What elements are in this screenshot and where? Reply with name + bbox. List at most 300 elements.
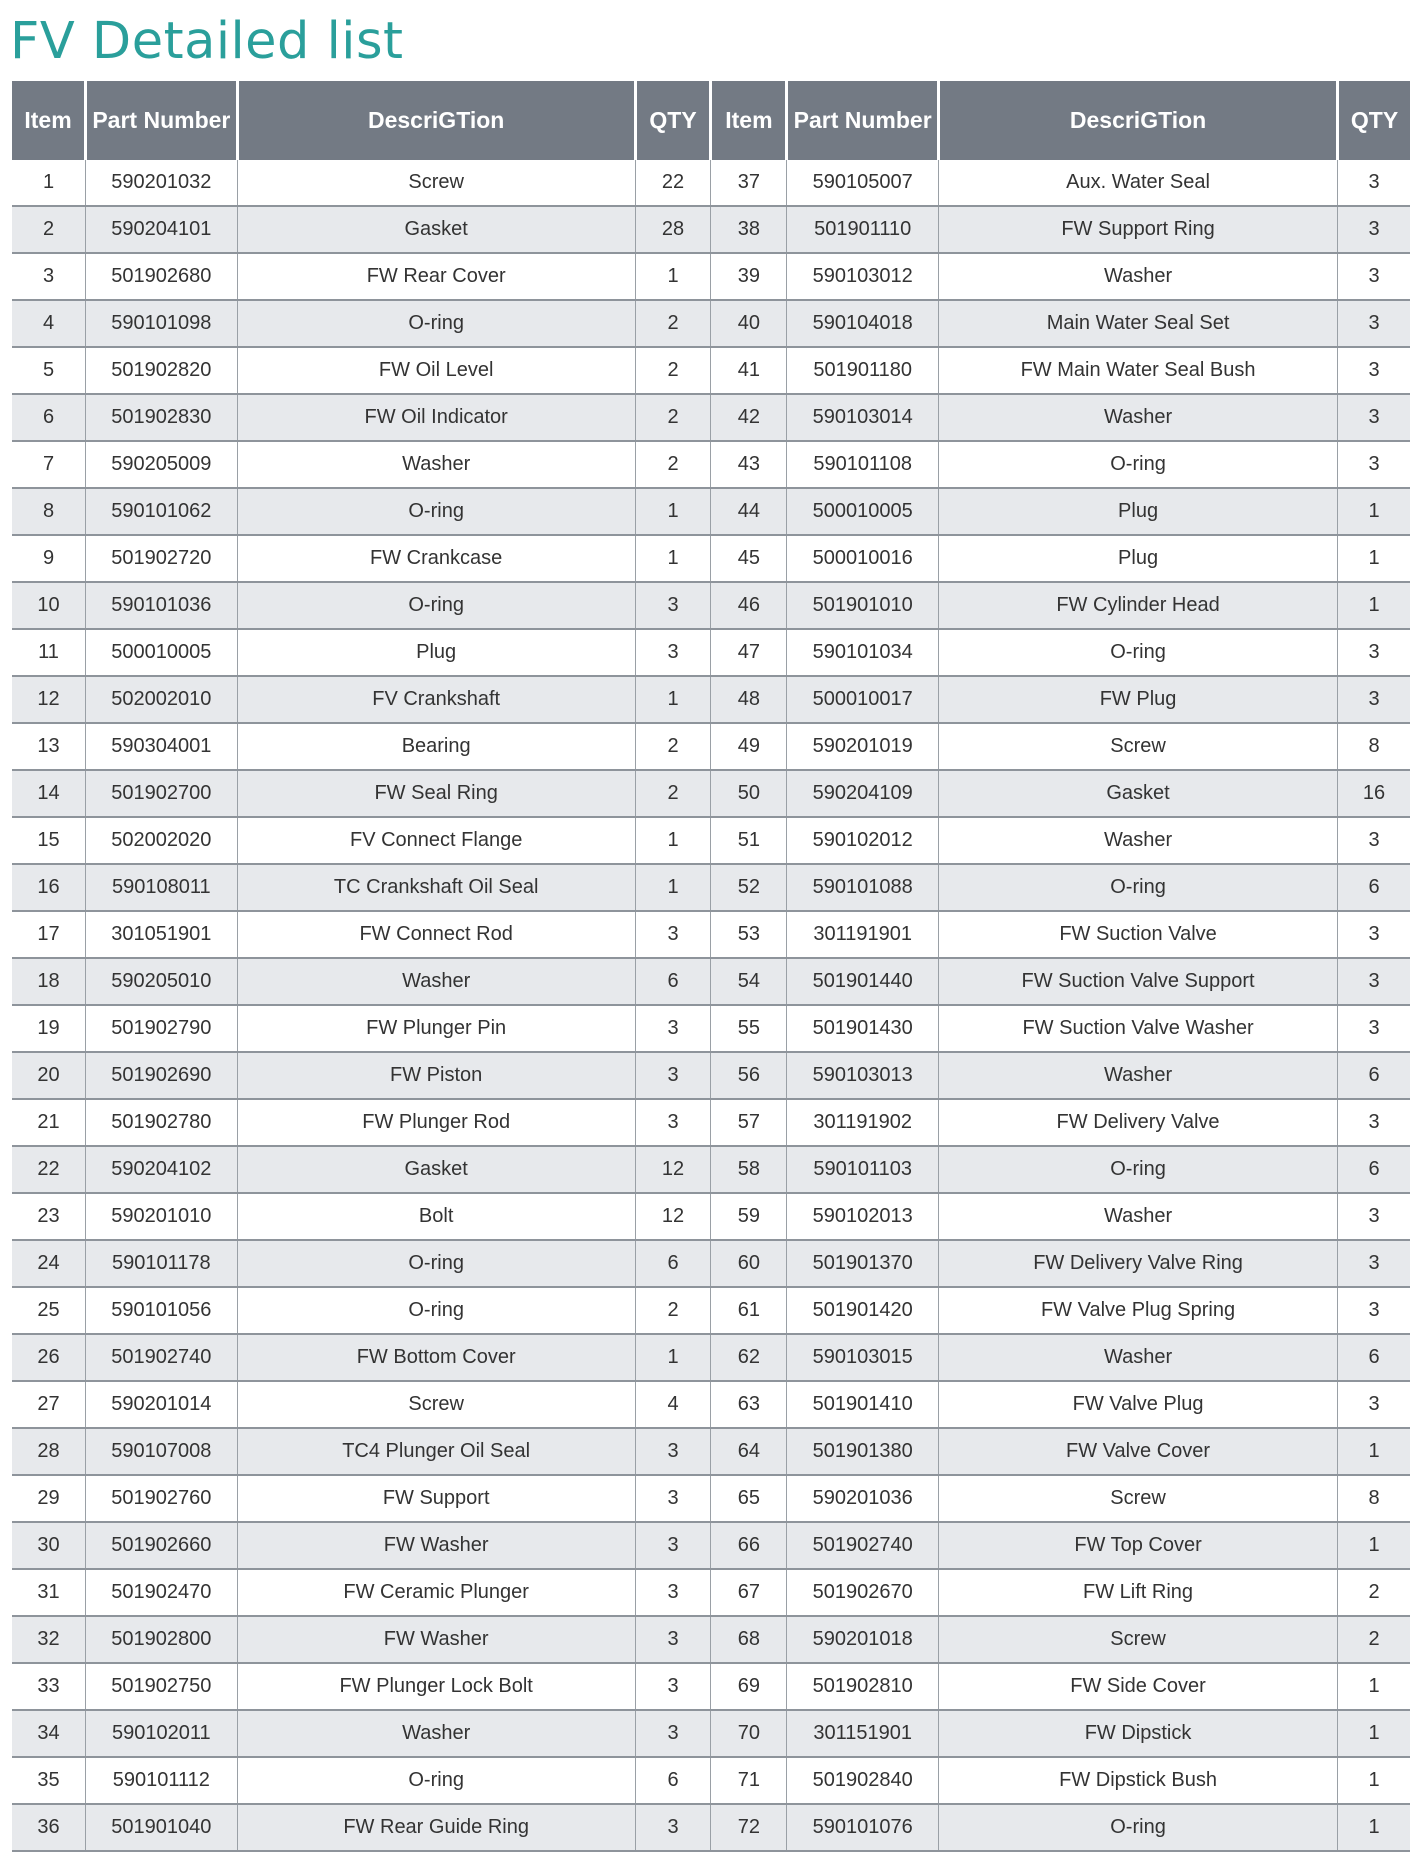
part-number-cell: 301051901 xyxy=(86,911,238,958)
item-cell: 34 xyxy=(12,1710,86,1757)
description-cell: Washer xyxy=(939,394,1338,441)
qty-cell: 2 xyxy=(1338,1616,1410,1663)
description-cell: Screw xyxy=(939,1616,1338,1663)
qty-cell: 22 xyxy=(635,160,711,206)
description-cell: FW Plug xyxy=(939,676,1338,723)
item-cell: 19 xyxy=(12,1005,86,1052)
item-cell: 66 xyxy=(711,1522,787,1569)
item-cell: 30 xyxy=(12,1522,86,1569)
item-cell: 6 xyxy=(12,394,86,441)
item-cell: 12 xyxy=(12,676,86,723)
part-number-cell: 501902790 xyxy=(86,1005,238,1052)
part-number-cell: 501901010 xyxy=(787,582,939,629)
item-cell: 25 xyxy=(12,1287,86,1334)
item-cell: 67 xyxy=(711,1569,787,1616)
part-number-cell: 590104018 xyxy=(787,300,939,347)
table-row xyxy=(12,1005,1410,1052)
item-cell: 50 xyxy=(711,770,787,817)
qty-cell: 1 xyxy=(1338,1804,1410,1851)
qty-cell: 3 xyxy=(1338,1005,1410,1052)
table-row xyxy=(12,347,1410,394)
part-number-cell: 501901430 xyxy=(787,1005,939,1052)
item-cell: 40 xyxy=(711,300,787,347)
qty-cell: 6 xyxy=(1338,1146,1410,1193)
description-cell: O-ring xyxy=(237,1240,635,1287)
qty-cell: 2 xyxy=(635,1287,711,1334)
qty-cell: 1 xyxy=(1338,1522,1410,1569)
description-cell: FW Suction Valve Support xyxy=(939,958,1338,1005)
item-cell: 52 xyxy=(711,864,787,911)
table-row xyxy=(12,582,1410,629)
part-number-cell: 501902470 xyxy=(86,1569,238,1616)
part-number-cell: 501902740 xyxy=(86,1334,238,1381)
qty-cell: 6 xyxy=(1338,1334,1410,1381)
description-cell: Screw xyxy=(237,1381,635,1428)
item-cell: 20 xyxy=(12,1052,86,1099)
item-cell: 72 xyxy=(711,1804,787,1851)
part-number-cell: 501901110 xyxy=(787,206,939,253)
qty-cell: 1 xyxy=(1338,1663,1410,1710)
description-cell: TC4 Plunger Oil Seal xyxy=(237,1428,635,1475)
item-cell: 45 xyxy=(711,535,787,582)
description-cell: FV Crankshaft xyxy=(237,676,635,723)
qty-cell: 6 xyxy=(1338,864,1410,911)
table-row xyxy=(12,1287,1410,1334)
qty-cell: 3 xyxy=(635,582,711,629)
qty-cell: 3 xyxy=(1338,206,1410,253)
item-cell: 62 xyxy=(711,1334,787,1381)
item-cell: 17 xyxy=(12,911,86,958)
qty-cell: 3 xyxy=(635,911,711,958)
qty-cell: 2 xyxy=(635,300,711,347)
item-cell: 53 xyxy=(711,911,787,958)
description-cell: Washer xyxy=(939,1052,1338,1099)
table-row xyxy=(12,441,1410,488)
part-number-cell: 501902750 xyxy=(86,1663,238,1710)
item-cell: 1 xyxy=(12,160,86,206)
part-number-cell: 590204109 xyxy=(787,770,939,817)
qty-cell: 3 xyxy=(635,1616,711,1663)
description-cell: FW Main Water Seal Bush xyxy=(939,347,1338,394)
item-cell: 21 xyxy=(12,1099,86,1146)
item-cell: 27 xyxy=(12,1381,86,1428)
description-cell: O-ring xyxy=(939,441,1338,488)
description-cell: FW Rear Cover xyxy=(237,253,635,300)
part-number-cell: 501902740 xyxy=(787,1522,939,1569)
qty-cell: 3 xyxy=(635,1663,711,1710)
part-number-cell: 590101178 xyxy=(86,1240,238,1287)
qty-cell: 2 xyxy=(1338,1569,1410,1616)
description-cell: Washer xyxy=(939,817,1338,864)
item-cell: 47 xyxy=(711,629,787,676)
part-number-cell: 590201032 xyxy=(86,160,238,206)
part-number-cell: 590108011 xyxy=(86,864,238,911)
description-cell: FW Dipstick Bush xyxy=(939,1757,1338,1804)
description-cell: Washer xyxy=(939,1193,1338,1240)
qty-cell: 3 xyxy=(1338,300,1410,347)
table-row xyxy=(12,864,1410,911)
qty-cell: 3 xyxy=(635,1428,711,1475)
qty-cell: 3 xyxy=(635,1052,711,1099)
part-number-cell: 590201019 xyxy=(787,723,939,770)
qty-cell: 3 xyxy=(1338,817,1410,864)
qty-cell: 3 xyxy=(1338,394,1410,441)
part-number-cell: 590205009 xyxy=(86,441,238,488)
qty-cell: 3 xyxy=(1338,911,1410,958)
description-cell: O-ring xyxy=(237,1287,635,1334)
table-row xyxy=(12,1334,1410,1381)
table-row xyxy=(12,160,1410,206)
column-header-part-number: Part Number xyxy=(787,81,939,160)
description-cell: O-ring xyxy=(939,1804,1338,1851)
qty-cell: 1 xyxy=(1338,582,1410,629)
description-cell: FW Oil Level xyxy=(237,347,635,394)
item-cell: 58 xyxy=(711,1146,787,1193)
part-number-cell: 501902670 xyxy=(787,1569,939,1616)
table-row xyxy=(12,1381,1410,1428)
qty-cell: 1 xyxy=(635,488,711,535)
item-cell: 28 xyxy=(12,1428,86,1475)
part-number-cell: 502002020 xyxy=(86,817,238,864)
table-row xyxy=(12,676,1410,723)
part-number-cell: 500010016 xyxy=(787,535,939,582)
description-cell: FW Oil Indicator xyxy=(237,394,635,441)
description-cell: O-ring xyxy=(939,864,1338,911)
description-cell: O-ring xyxy=(237,488,635,535)
item-cell: 69 xyxy=(711,1663,787,1710)
table-row xyxy=(12,911,1410,958)
description-cell: Plug xyxy=(939,535,1338,582)
part-number-cell: 501902820 xyxy=(86,347,238,394)
qty-cell: 1 xyxy=(1338,535,1410,582)
description-cell: Washer xyxy=(237,1710,635,1757)
item-cell: 8 xyxy=(12,488,86,535)
part-number-cell: 501902760 xyxy=(86,1475,238,1522)
item-cell: 61 xyxy=(711,1287,787,1334)
part-number-cell: 590105007 xyxy=(787,160,939,206)
part-number-cell: 590101103 xyxy=(787,1146,939,1193)
qty-cell: 1 xyxy=(635,253,711,300)
item-cell: 48 xyxy=(711,676,787,723)
part-number-cell: 590102012 xyxy=(787,817,939,864)
qty-cell: 3 xyxy=(635,1804,711,1851)
description-cell: FW Valve Plug Spring xyxy=(939,1287,1338,1334)
table-row xyxy=(12,1569,1410,1616)
table-row xyxy=(12,1522,1410,1569)
table-row xyxy=(12,1146,1410,1193)
description-cell: Gasket xyxy=(939,770,1338,817)
item-cell: 43 xyxy=(711,441,787,488)
item-cell: 51 xyxy=(711,817,787,864)
description-cell: Screw xyxy=(939,723,1338,770)
table-row xyxy=(12,817,1410,864)
description-cell: Washer xyxy=(939,253,1338,300)
item-cell: 49 xyxy=(711,723,787,770)
description-cell: FW Suction Valve Washer xyxy=(939,1005,1338,1052)
item-cell: 70 xyxy=(711,1710,787,1757)
table-row xyxy=(12,1616,1410,1663)
page-title: FV Detailed list xyxy=(10,12,404,71)
part-number-cell: 590205010 xyxy=(86,958,238,1005)
description-cell: O-ring xyxy=(939,629,1338,676)
item-cell: 63 xyxy=(711,1381,787,1428)
part-number-cell: 500010005 xyxy=(86,629,238,676)
item-cell: 11 xyxy=(12,629,86,676)
part-number-cell: 590201010 xyxy=(86,1193,238,1240)
description-cell: FW Connect Rod xyxy=(237,911,635,958)
part-number-cell: 590103015 xyxy=(787,1334,939,1381)
item-cell: 41 xyxy=(711,347,787,394)
description-cell: Gasket xyxy=(237,206,635,253)
description-cell: FW Plunger Pin xyxy=(237,1005,635,1052)
column-header-qty: QTY xyxy=(1338,81,1410,160)
qty-cell: 6 xyxy=(635,1240,711,1287)
table-row xyxy=(12,1193,1410,1240)
item-cell: 15 xyxy=(12,817,86,864)
table-row xyxy=(12,629,1410,676)
description-cell: O-ring xyxy=(237,1757,635,1804)
table-row xyxy=(12,1710,1410,1757)
column-header-item: Item xyxy=(711,81,787,160)
description-cell: Washer xyxy=(237,958,635,1005)
part-number-cell: 590204101 xyxy=(86,206,238,253)
part-number-cell: 590103012 xyxy=(787,253,939,300)
item-cell: 60 xyxy=(711,1240,787,1287)
item-cell: 46 xyxy=(711,582,787,629)
qty-cell: 2 xyxy=(635,394,711,441)
item-cell: 7 xyxy=(12,441,86,488)
description-cell: FW Support xyxy=(237,1475,635,1522)
item-cell: 56 xyxy=(711,1052,787,1099)
description-cell: FW Top Cover xyxy=(939,1522,1338,1569)
part-number-cell: 501902780 xyxy=(86,1099,238,1146)
item-cell: 22 xyxy=(12,1146,86,1193)
qty-cell: 3 xyxy=(1338,1193,1410,1240)
part-number-cell: 590304001 xyxy=(86,723,238,770)
item-cell: 10 xyxy=(12,582,86,629)
qty-cell: 2 xyxy=(635,723,711,770)
description-cell: Bolt xyxy=(237,1193,635,1240)
item-cell: 31 xyxy=(12,1569,86,1616)
item-cell: 32 xyxy=(12,1616,86,1663)
part-number-cell: 501902660 xyxy=(86,1522,238,1569)
item-cell: 9 xyxy=(12,535,86,582)
qty-cell: 3 xyxy=(1338,253,1410,300)
part-number-cell: 590101076 xyxy=(787,1804,939,1851)
part-number-cell: 501902680 xyxy=(86,253,238,300)
qty-cell: 3 xyxy=(1338,441,1410,488)
description-cell: O-ring xyxy=(939,1146,1338,1193)
qty-cell: 3 xyxy=(1338,347,1410,394)
item-cell: 13 xyxy=(12,723,86,770)
item-cell: 57 xyxy=(711,1099,787,1146)
qty-cell: 3 xyxy=(635,1099,711,1146)
description-cell: TC Crankshaft Oil Seal xyxy=(237,864,635,911)
table-row xyxy=(12,1757,1410,1804)
part-number-cell: 501902810 xyxy=(787,1663,939,1710)
qty-cell: 3 xyxy=(635,1005,711,1052)
item-cell: 36 xyxy=(12,1804,86,1851)
part-number-cell: 590101034 xyxy=(787,629,939,676)
qty-cell: 3 xyxy=(635,1522,711,1569)
part-number-cell: 590107008 xyxy=(86,1428,238,1475)
item-cell: 37 xyxy=(711,160,787,206)
column-header-description: DescriGTion xyxy=(237,81,635,160)
item-cell: 33 xyxy=(12,1663,86,1710)
description-cell: FW Delivery Valve Ring xyxy=(939,1240,1338,1287)
item-cell: 64 xyxy=(711,1428,787,1475)
column-header-qty: QTY xyxy=(635,81,711,160)
qty-cell: 3 xyxy=(635,1710,711,1757)
part-number-cell: 502002010 xyxy=(86,676,238,723)
item-cell: 59 xyxy=(711,1193,787,1240)
part-number-cell: 590101036 xyxy=(86,582,238,629)
description-cell: FW Side Cover xyxy=(939,1663,1338,1710)
qty-cell: 3 xyxy=(635,629,711,676)
table-row xyxy=(12,394,1410,441)
item-cell: 14 xyxy=(12,770,86,817)
part-number-cell: 501902830 xyxy=(86,394,238,441)
description-cell: Plug xyxy=(939,488,1338,535)
part-number-cell: 501901370 xyxy=(787,1240,939,1287)
item-cell: 35 xyxy=(12,1757,86,1804)
item-cell: 29 xyxy=(12,1475,86,1522)
qty-cell: 3 xyxy=(1338,629,1410,676)
qty-cell: 3 xyxy=(1338,676,1410,723)
table-row xyxy=(12,1052,1410,1099)
part-number-cell: 501901380 xyxy=(787,1428,939,1475)
qty-cell: 2 xyxy=(635,441,711,488)
table-row xyxy=(12,1428,1410,1475)
table-row xyxy=(12,300,1410,347)
qty-cell: 16 xyxy=(1338,770,1410,817)
qty-cell: 6 xyxy=(635,1757,711,1804)
description-cell: Bearing xyxy=(237,723,635,770)
part-number-cell: 590103014 xyxy=(787,394,939,441)
part-number-cell: 590101062 xyxy=(86,488,238,535)
table-row xyxy=(12,1663,1410,1710)
qty-cell: 6 xyxy=(1338,1052,1410,1099)
description-cell: FW Valve Cover xyxy=(939,1428,1338,1475)
qty-cell: 1 xyxy=(635,1334,711,1381)
item-cell: 71 xyxy=(711,1757,787,1804)
part-number-cell: 590201018 xyxy=(787,1616,939,1663)
item-cell: 55 xyxy=(711,1005,787,1052)
part-number-cell: 590201014 xyxy=(86,1381,238,1428)
column-header-description: DescriGTion xyxy=(939,81,1338,160)
item-cell: 65 xyxy=(711,1475,787,1522)
part-number-cell: 590101108 xyxy=(787,441,939,488)
description-cell: FW Delivery Valve xyxy=(939,1099,1338,1146)
qty-cell: 8 xyxy=(1338,723,1410,770)
description-cell: FW Ceramic Plunger xyxy=(237,1569,635,1616)
part-number-cell: 501902800 xyxy=(86,1616,238,1663)
description-cell: FW Crankcase xyxy=(237,535,635,582)
description-cell: FW Support Ring xyxy=(939,206,1338,253)
description-cell: Plug xyxy=(237,629,635,676)
item-cell: 26 xyxy=(12,1334,86,1381)
item-cell: 2 xyxy=(12,206,86,253)
qty-cell: 3 xyxy=(1338,958,1410,1005)
item-cell: 23 xyxy=(12,1193,86,1240)
qty-cell: 1 xyxy=(1338,1710,1410,1757)
description-cell: FW Piston xyxy=(237,1052,635,1099)
description-cell: O-ring xyxy=(237,300,635,347)
qty-cell: 1 xyxy=(1338,1757,1410,1804)
qty-cell: 6 xyxy=(635,958,711,1005)
table-row xyxy=(12,206,1410,253)
part-number-cell: 301191902 xyxy=(787,1099,939,1146)
description-cell: Aux. Water Seal xyxy=(939,160,1338,206)
item-cell: 18 xyxy=(12,958,86,1005)
description-cell: FV Connect Flange xyxy=(237,817,635,864)
part-number-cell: 500010005 xyxy=(787,488,939,535)
item-cell: 5 xyxy=(12,347,86,394)
qty-cell: 1 xyxy=(635,676,711,723)
qty-cell: 3 xyxy=(635,1475,711,1522)
item-cell: 54 xyxy=(711,958,787,1005)
table-row xyxy=(12,770,1410,817)
qty-cell: 28 xyxy=(635,206,711,253)
table-row xyxy=(12,253,1410,300)
part-number-cell: 501901420 xyxy=(787,1287,939,1334)
part-number-cell: 501901440 xyxy=(787,958,939,1005)
table-row xyxy=(12,958,1410,1005)
column-header-item: Item xyxy=(12,81,86,160)
table-row xyxy=(12,1804,1410,1851)
part-number-cell: 501902700 xyxy=(86,770,238,817)
qty-cell: 3 xyxy=(1338,1099,1410,1146)
description-cell: FW Cylinder Head xyxy=(939,582,1338,629)
item-cell: 38 xyxy=(711,206,787,253)
item-cell: 42 xyxy=(711,394,787,441)
part-number-cell: 501902690 xyxy=(86,1052,238,1099)
qty-cell: 3 xyxy=(1338,1287,1410,1334)
qty-cell: 12 xyxy=(635,1193,711,1240)
part-number-cell: 501902720 xyxy=(86,535,238,582)
qty-cell: 2 xyxy=(635,347,711,394)
table-row xyxy=(12,723,1410,770)
item-cell: 44 xyxy=(711,488,787,535)
part-number-cell: 590201036 xyxy=(787,1475,939,1522)
qty-cell: 3 xyxy=(1338,160,1410,206)
part-number-cell: 590101112 xyxy=(86,1757,238,1804)
item-cell: 39 xyxy=(711,253,787,300)
qty-cell: 1 xyxy=(635,535,711,582)
part-number-cell: 590204102 xyxy=(86,1146,238,1193)
qty-cell: 1 xyxy=(635,817,711,864)
qty-cell: 3 xyxy=(1338,1381,1410,1428)
description-cell: O-ring xyxy=(237,582,635,629)
item-cell: 3 xyxy=(12,253,86,300)
part-number-cell: 590101098 xyxy=(86,300,238,347)
item-cell: 24 xyxy=(12,1240,86,1287)
description-cell: Washer xyxy=(939,1334,1338,1381)
description-cell: FW Washer xyxy=(237,1522,635,1569)
part-number-cell: 500010017 xyxy=(787,676,939,723)
part-number-cell: 301151901 xyxy=(787,1710,939,1757)
parts-table xyxy=(12,81,1410,1852)
qty-cell: 2 xyxy=(635,770,711,817)
table-row xyxy=(12,488,1410,535)
qty-cell: 8 xyxy=(1338,1475,1410,1522)
description-cell: FW Plunger Rod xyxy=(237,1099,635,1146)
table-header-row xyxy=(12,81,1410,160)
description-cell: Washer xyxy=(237,441,635,488)
description-cell: Screw xyxy=(939,1475,1338,1522)
description-cell: FW Plunger Lock Bolt xyxy=(237,1663,635,1710)
item-cell: 68 xyxy=(711,1616,787,1663)
